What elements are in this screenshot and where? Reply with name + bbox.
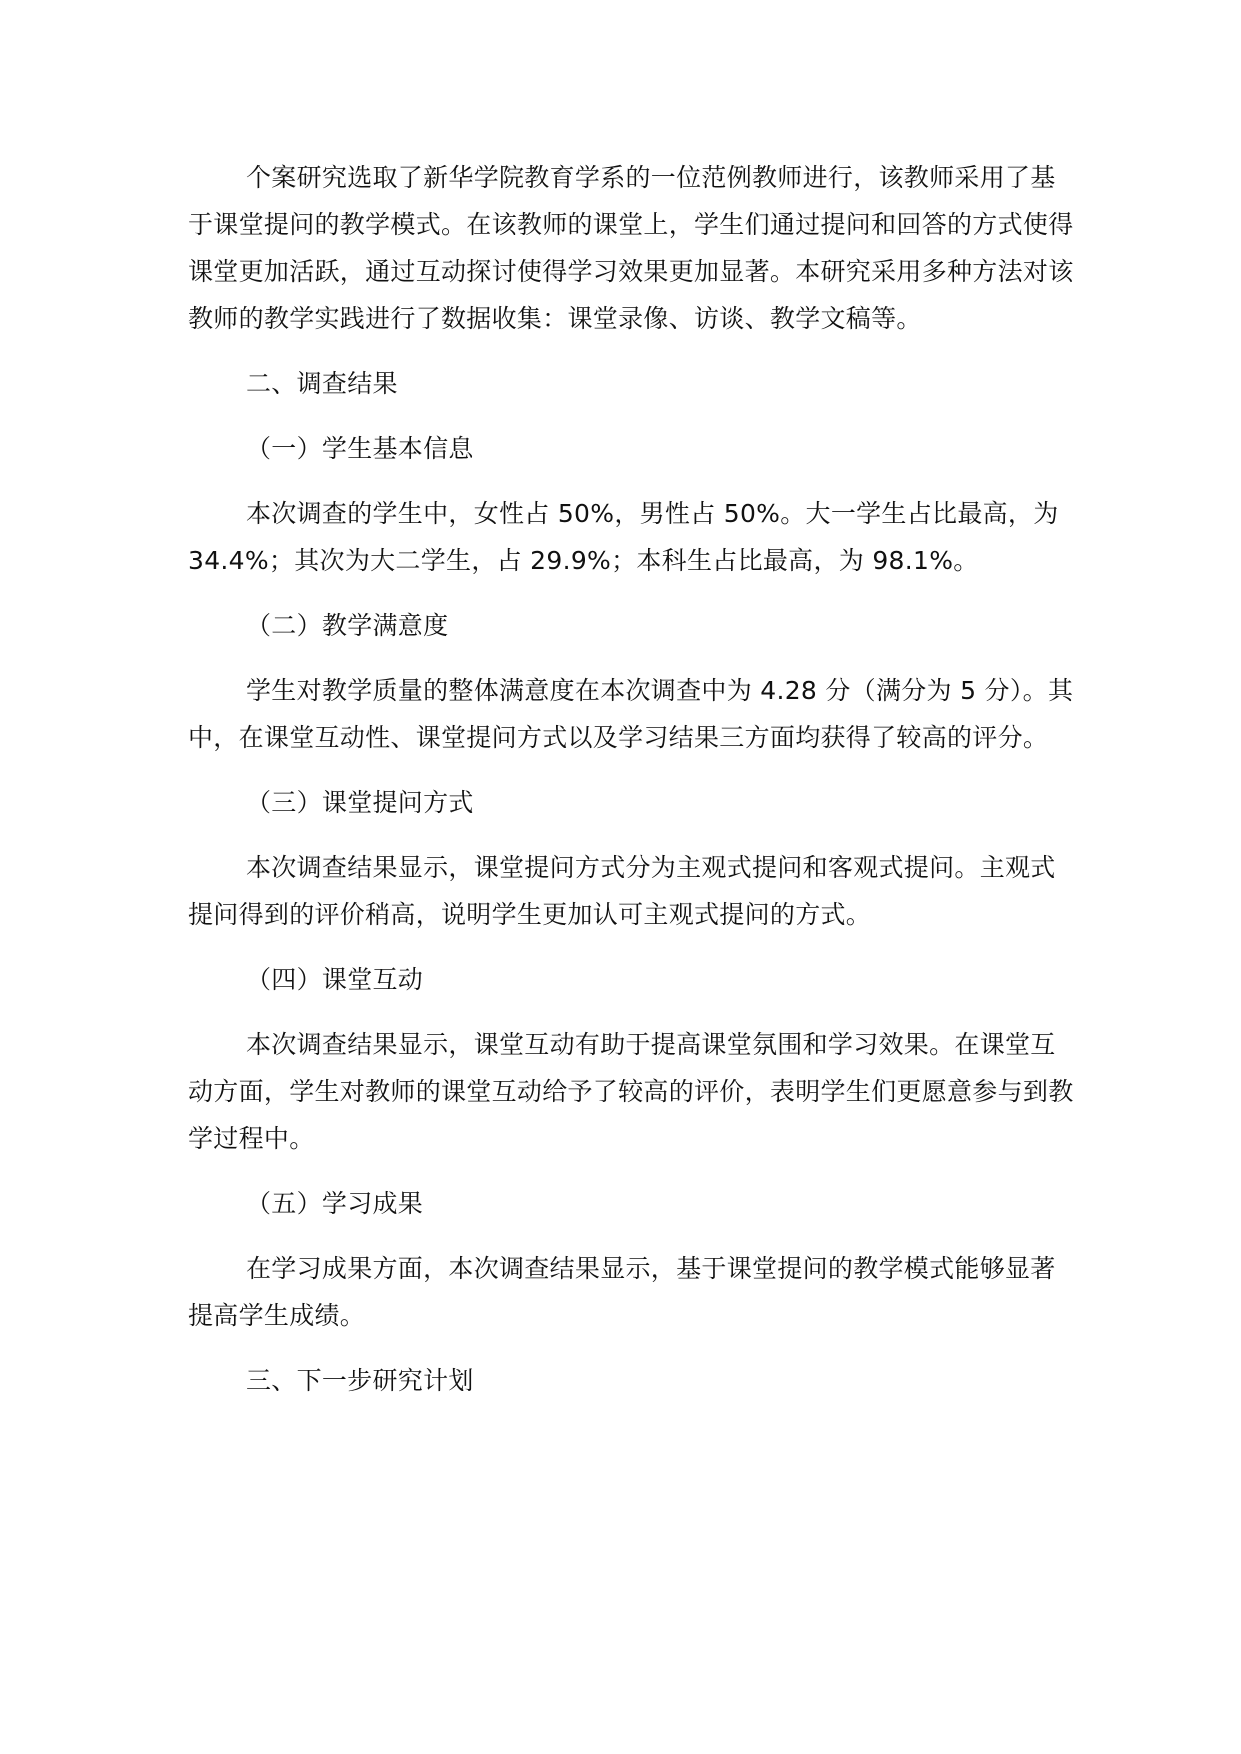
learning-outcomes-paragraph: 在学习成果方面，本次调查结果显示，基于课堂提问的教学模式能够显著提高学生成绩。 — [188, 1254, 1056, 1330]
satisfaction-paragraph: 学生对教学质量的整体满意度在本次调查中为 4.28 分（满分为 5 分）。其中，在课堂互动性、课堂提问方式以及学习结果三方面均获得了较高的评分。 — [188, 676, 1074, 752]
case-study-paragraph: 个案研究选取了新华学院教育学系的一位范例教师进行，该教师采用了基于课堂提问的教学模式。在该教师的课堂上，学生们通过提问和回答的方式使得课堂更加活跃，通过互动探讨使得学习效果更加显著。本研究采用多种方法对该教师的教学实践进行了数据收集：课堂录像、访谈、教学文稿等。 — [188, 163, 1074, 333]
student-info-paragraph: 本次调查的学生中，女性占 50%，男性占 50%。大一学生占比最高，为 34.4%；其次为大二学生，占 29.9%；本科生占比最高，为 98.1%。 — [188, 499, 1059, 575]
questioning-method-paragraph: 本次调查结果显示，课堂提问方式分为主观式提问和客观式提问。主观式提问得到的评价稍高，说明学生更加认可主观式提问的方式。 — [188, 853, 1056, 929]
interaction-paragraph: 本次调查结果显示，课堂互动有助于提高课堂氛围和学习效果。在课堂互动方面，学生对教师的课堂互动给予了较高的评价，表明学生们更愿意参与到教学过程中。 — [188, 1030, 1074, 1153]
section-heading-next-plan: 三、下一步研究计划 — [246, 1366, 474, 1395]
subheading-learning-outcomes: （五）学习成果 — [246, 1189, 424, 1218]
subheading-classroom-interaction: （四）课堂互动 — [246, 965, 424, 994]
section-heading-survey-results: 二、调查结果 — [246, 369, 398, 398]
document-body — [188, 154, 1078, 1422]
subheading-student-info: （一）学生基本信息 — [246, 434, 474, 463]
subheading-teaching-satisfaction: （二）教学满意度 — [246, 611, 449, 640]
subheading-questioning-method: （三）课堂提问方式 — [246, 788, 474, 817]
